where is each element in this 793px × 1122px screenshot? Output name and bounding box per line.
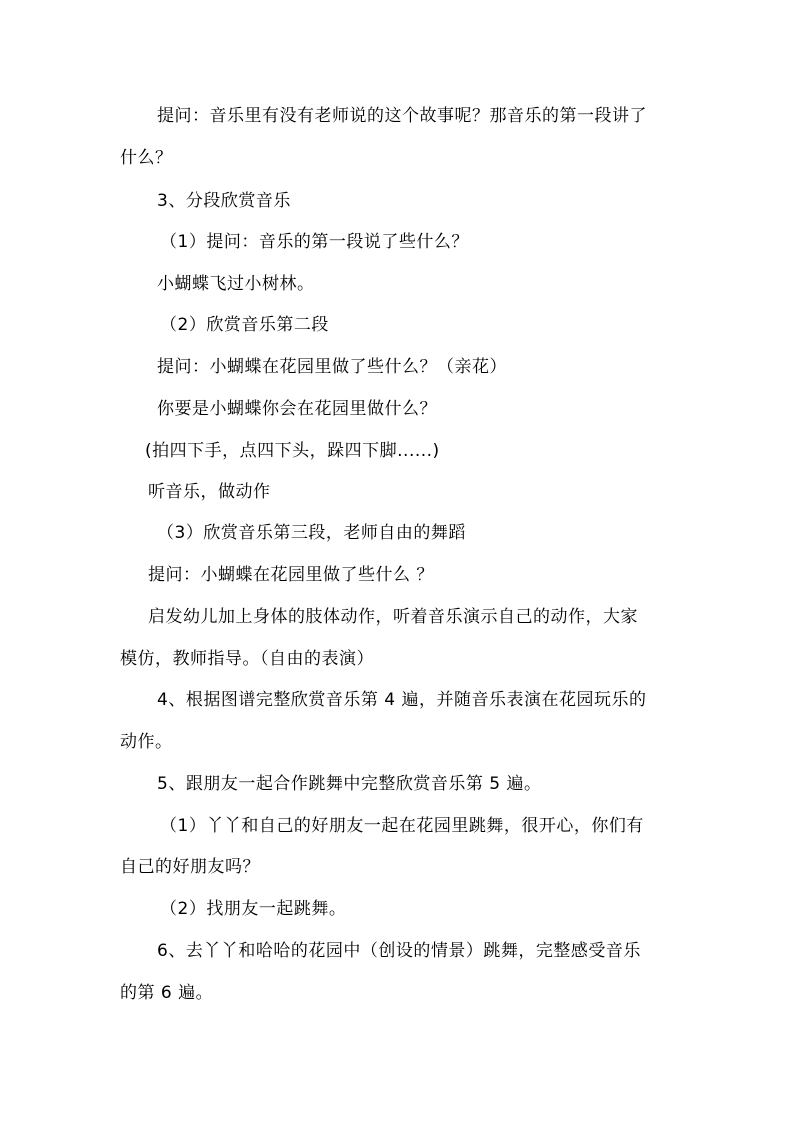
paragraph-line: 动作。 [120, 732, 173, 752]
paragraph-line: （2）欣赏音乐第二段 [160, 315, 329, 335]
paragraph-line: 小蝴蝶飞过小树林。 [157, 274, 315, 294]
paragraph-line: 你要是小蝴蝶你会在花园里做什么？ [157, 399, 437, 419]
section-heading: 4、根据图谱完整欣赏音乐第 4 遍，并随音乐表演在花园玩乐的 [157, 690, 647, 710]
section-heading: 3、分段欣赏音乐 [157, 191, 291, 211]
paragraph-line: 启发幼儿加上身体的肢体动作，听着音乐演示自己的动作，大家 [148, 607, 638, 627]
paragraph-line: （1）提问：音乐的第一段说了些什么？ [160, 232, 469, 252]
paragraph-line: 提问：小蝴蝶在花园里做了些什么？（亲花） [157, 357, 507, 377]
paragraph-line: （1）丫丫和自己的好朋友一起在花园里跳舞，很开心，你们有 [160, 816, 644, 836]
paragraph-line: 的第 6 遍。 [120, 983, 214, 1003]
section-heading: 5、跟朋友一起合作跳舞中完整欣赏音乐第 5 遍。 [157, 774, 542, 794]
section-heading: 6、去丫丫和哈哈的花园中（创设的情景）跳舞，完整感受音乐 [157, 941, 641, 961]
paragraph-line: 模仿，教师指导。（自由的表演） [120, 649, 374, 669]
paragraph-line: 提问：音乐里有没有老师说的这个故事呢？那音乐的第一段讲了 [157, 106, 647, 126]
paragraph-line: （3）欣赏音乐第三段，老师自由的舞蹈 [157, 523, 466, 543]
paragraph-line: 听音乐，做动作 [148, 482, 271, 502]
paragraph-line: 自己的好朋友吗？ [120, 857, 260, 877]
paragraph-line: 提问：小蝴蝶在花园里做了些什么 ？ [148, 565, 434, 585]
paragraph-line: 什么？ [120, 148, 173, 168]
paragraph-line: (拍四下手，点四下头，跺四下脚......) [145, 441, 440, 461]
paragraph-line: （2）找朋友一起跳舞。 [160, 899, 347, 919]
